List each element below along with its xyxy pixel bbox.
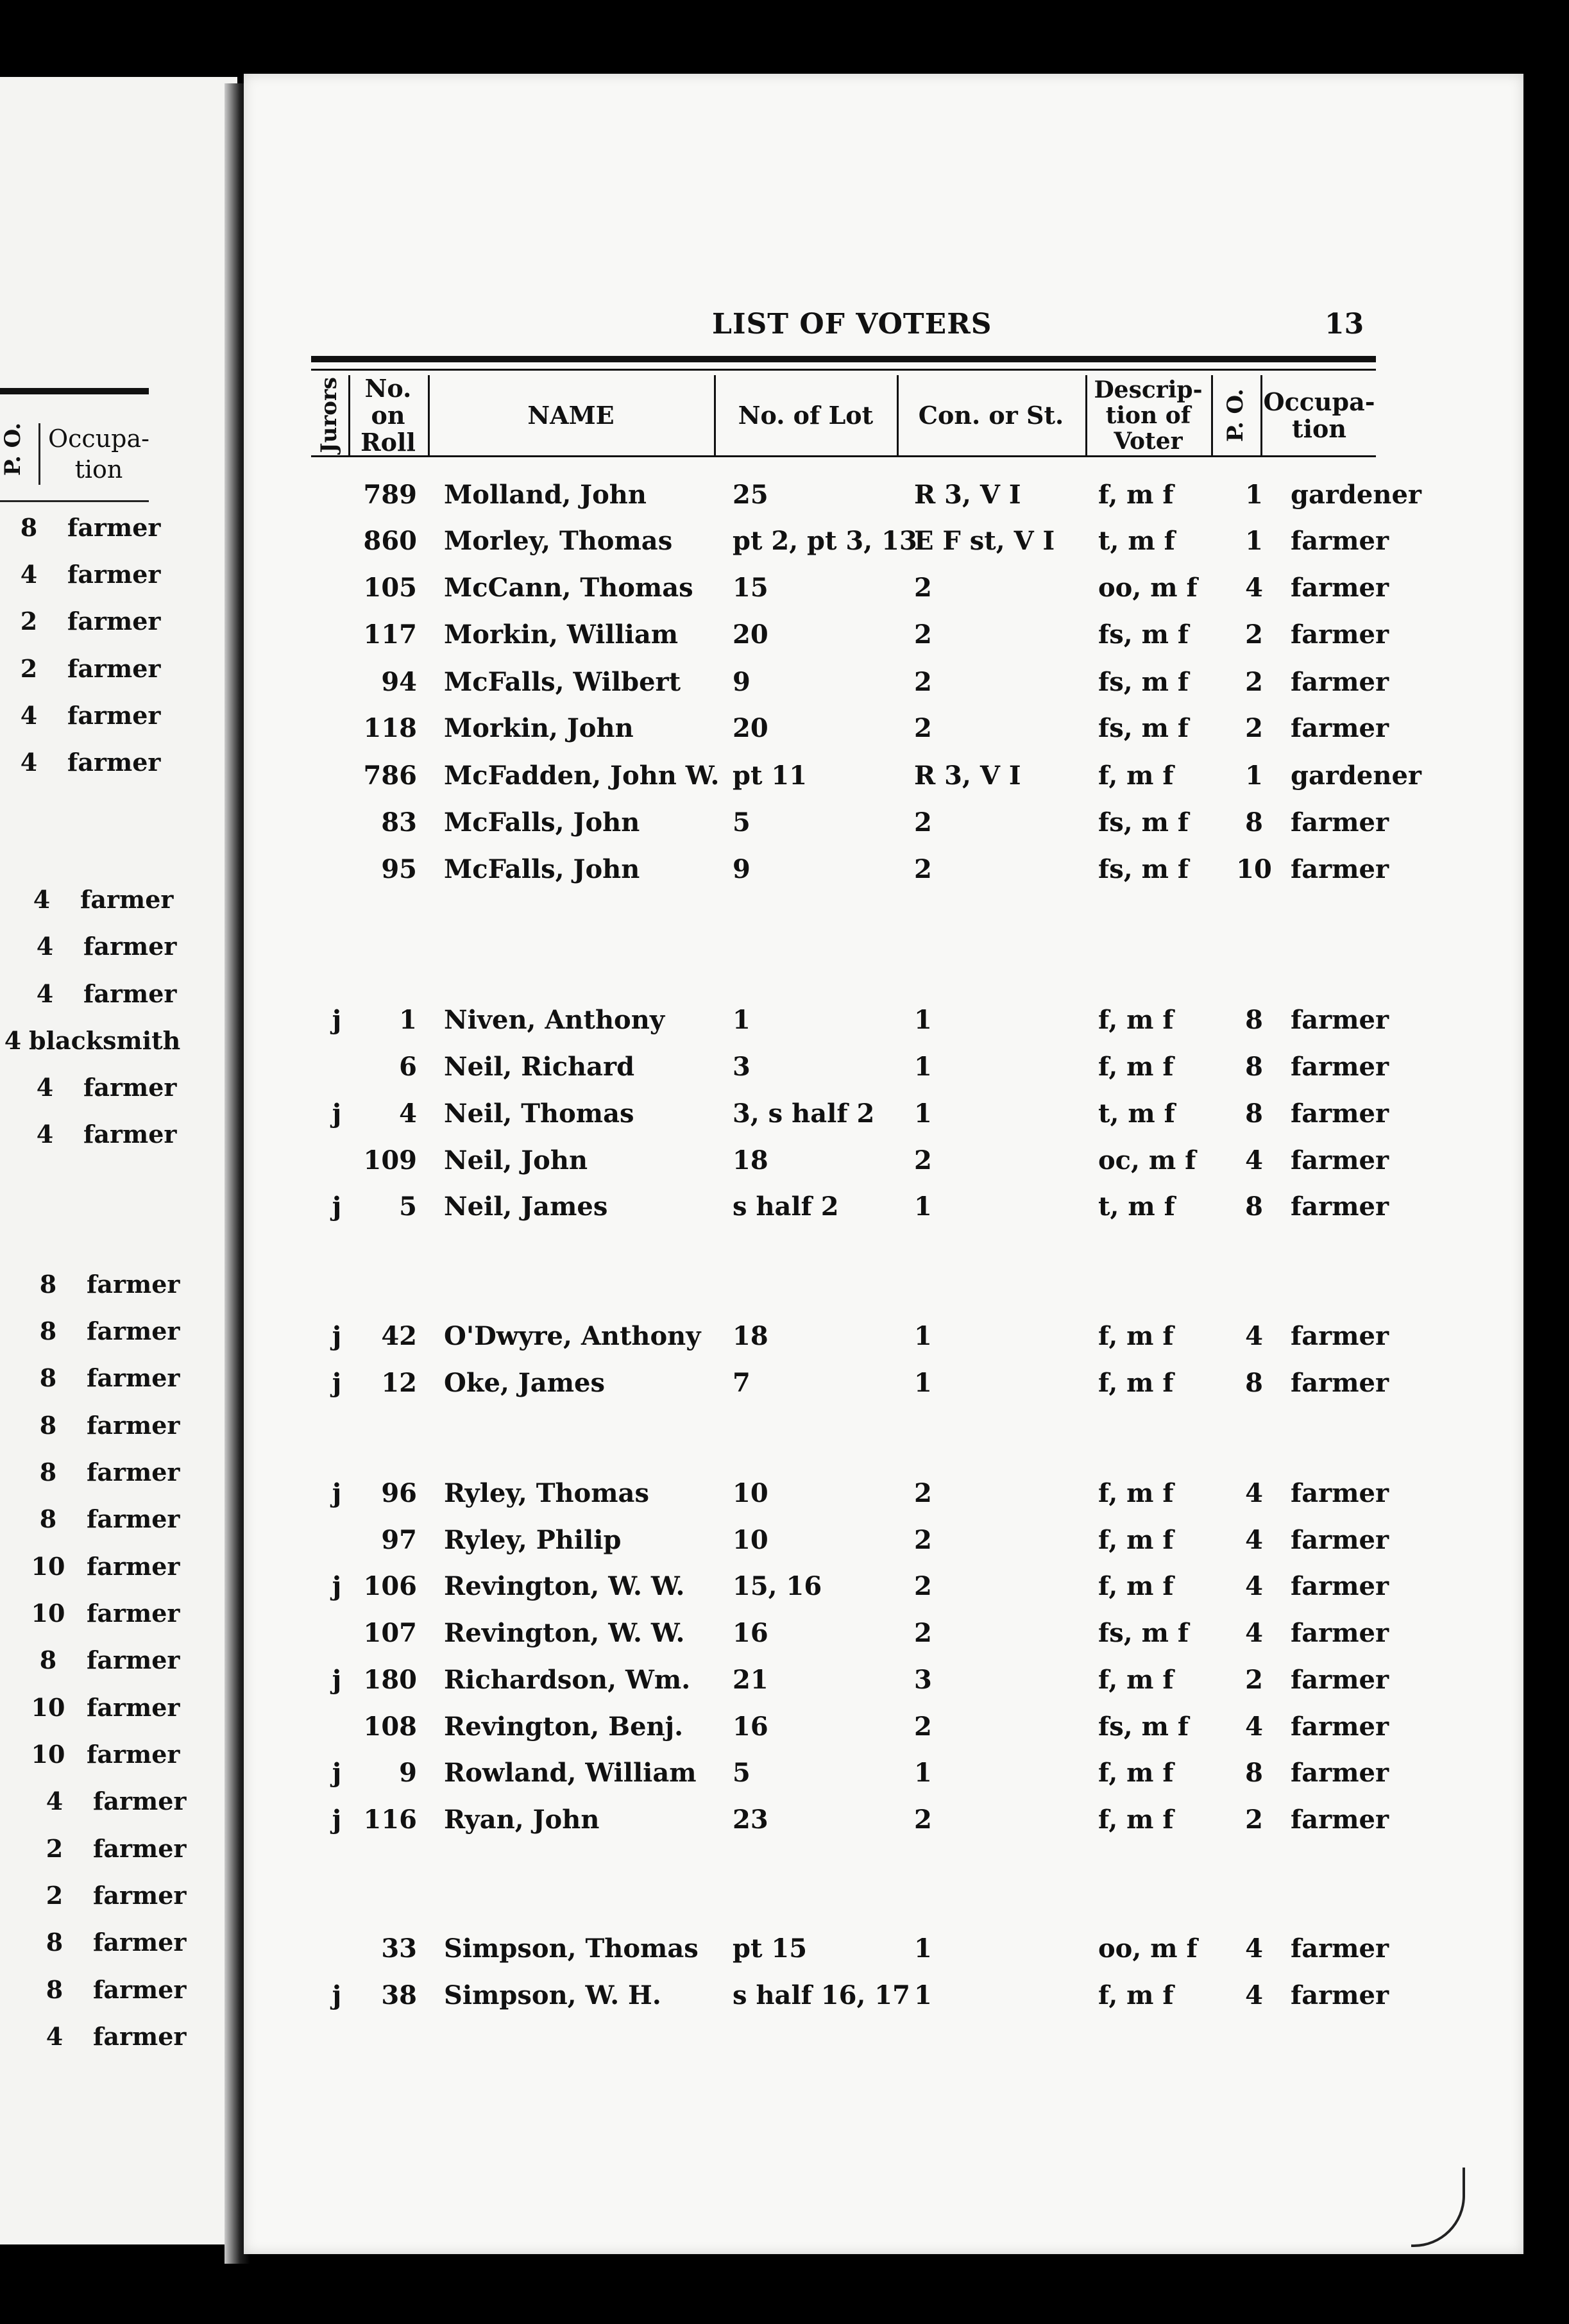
- occupation: farmer: [1291, 667, 1389, 697]
- left-page-occupation: farmer: [93, 1787, 187, 1815]
- left-page-row: [0, 1411, 218, 1449]
- lot-number: 7: [733, 1368, 751, 1398]
- left-page-post-office: 4: [36, 1073, 54, 1102]
- post-office: 4: [1245, 1980, 1263, 2010]
- roll-number: 786: [363, 761, 417, 791]
- left-page-occupation: farmer: [87, 1363, 180, 1392]
- concession: 1: [914, 1321, 932, 1351]
- left-page-post-office: 4: [36, 1120, 54, 1149]
- left-page-occupation: farmer: [67, 701, 161, 730]
- table-row: [0, 1478, 1569, 1523]
- voter-description: oc, m f: [1098, 1145, 1196, 1175]
- post-office: 4: [1245, 1478, 1263, 1508]
- occupation: farmer: [1291, 1191, 1389, 1222]
- voter-description: f, m f: [1098, 1805, 1174, 1835]
- juror-mark: j: [332, 1478, 342, 1508]
- concession: E F st, V I: [914, 526, 1055, 556]
- left-page-post-office: 8: [39, 1270, 57, 1299]
- voter-description: fs, m f: [1098, 713, 1189, 743]
- voter-name: Simpson, Thomas: [444, 1933, 699, 1964]
- occupation: farmer: [1291, 1571, 1389, 1601]
- table-row: [0, 1052, 1569, 1097]
- table-row: [0, 1758, 1569, 1803]
- voter-name: McFalls, Wilbert: [444, 667, 681, 697]
- voter-name: Morkin, John: [444, 713, 634, 743]
- juror-mark: j: [332, 1980, 342, 2010]
- post-office: 8: [1245, 1191, 1263, 1222]
- concession: R 3, V I: [914, 480, 1021, 510]
- roll-number: 1: [399, 1005, 417, 1035]
- voter-description: f, m f: [1098, 1368, 1174, 1398]
- left-page-occupation: farmer: [87, 1317, 180, 1345]
- occupation: farmer: [1291, 1052, 1389, 1082]
- voter-name: Revington, W. W.: [444, 1618, 685, 1648]
- lot-number: s half 2: [733, 1191, 839, 1222]
- concession: 1: [914, 1005, 932, 1035]
- occupation: farmer: [1291, 1478, 1389, 1508]
- voter-name: Richardson, Wm.: [444, 1665, 691, 1695]
- voter-description: f, m f: [1098, 761, 1174, 791]
- page-number: 13: [1325, 308, 1364, 341]
- concession: R 3, V I: [914, 761, 1021, 791]
- roll-number: 106: [363, 1571, 417, 1601]
- concession: 2: [914, 1571, 932, 1601]
- occupation: farmer: [1291, 1933, 1389, 1964]
- table-row: [0, 526, 1569, 571]
- left-page-occupation: farmer: [83, 979, 177, 1008]
- concession: 2: [914, 667, 932, 697]
- left-page-occupation: farmer: [93, 1881, 187, 1910]
- left-page-occupation: farmer: [67, 748, 161, 777]
- voter-description: f, m f: [1098, 1052, 1174, 1082]
- juror-mark: j: [332, 1571, 342, 1601]
- concession: 2: [914, 713, 932, 743]
- header-rule-bottom: [311, 455, 1376, 457]
- lot-number: 25: [733, 480, 768, 510]
- voter-description: t, m f: [1098, 526, 1175, 556]
- header-name: NAME: [527, 400, 615, 430]
- juror-mark: j: [332, 1805, 342, 1835]
- occupation: gardener: [1291, 761, 1421, 791]
- header-rule-thick: [311, 356, 1376, 362]
- left-page-occupation: farmer: [93, 1834, 187, 1863]
- lot-number: pt 15: [733, 1933, 808, 1964]
- left-page-post-office: 10: [31, 1740, 65, 1769]
- juror-mark: j: [332, 1005, 342, 1035]
- header-rule-thin: [311, 369, 1376, 371]
- table-row: [0, 1571, 1569, 1616]
- lot-number: 15, 16: [733, 1571, 822, 1601]
- post-office: 8: [1245, 1368, 1263, 1398]
- post-office: 2: [1245, 619, 1263, 650]
- roll-number: 117: [363, 619, 417, 650]
- juror-mark: j: [332, 1665, 342, 1695]
- roll-number: 83: [381, 807, 417, 838]
- table-row: [0, 1321, 1569, 1366]
- left-page-post-office: 10: [31, 1552, 65, 1581]
- lot-number: 15: [733, 573, 768, 603]
- lot-number: 9: [733, 854, 751, 884]
- header-lot: No. of Lot: [738, 400, 874, 430]
- post-office: 4: [1245, 1933, 1263, 1964]
- left-page-occupation: farmer: [83, 932, 177, 961]
- voter-name: Neil, Richard: [444, 1052, 635, 1082]
- left-page-row: [0, 1881, 218, 1919]
- roll-number: 107: [363, 1618, 417, 1648]
- roll-number: 33: [381, 1933, 417, 1964]
- concession: 2: [914, 1805, 932, 1835]
- left-page-occupation: farmer: [87, 1458, 180, 1486]
- left-page-post-office: 8: [39, 1458, 57, 1486]
- voter-name: Revington, Benj.: [444, 1712, 684, 1742]
- concession: 2: [914, 573, 932, 603]
- occupation: farmer: [1291, 526, 1389, 556]
- occupation: farmer: [1291, 573, 1389, 603]
- voter-name: McCann, Thomas: [444, 573, 693, 603]
- left-page-occupation: farmer: [67, 513, 161, 542]
- voter-description: fs, m f: [1098, 807, 1189, 838]
- left-page-post-office: 8: [20, 513, 38, 542]
- voter-description: fs, m f: [1098, 1712, 1189, 1742]
- left-page-occupation-header: Occupa- tion: [38, 423, 153, 485]
- roll-number: 118: [363, 713, 417, 743]
- left-page-post-office: 8: [39, 1411, 57, 1440]
- left-page-occupation: farmer: [93, 2022, 187, 2051]
- voter-description: fs, m f: [1098, 854, 1189, 884]
- voter-name: McFalls, John: [444, 854, 640, 884]
- post-office: 1: [1245, 480, 1263, 510]
- table-row: [0, 480, 1569, 525]
- header-occupation: Occupa- tion: [1263, 387, 1375, 443]
- lot-number: 3: [733, 1052, 751, 1082]
- lot-number: 5: [733, 1758, 751, 1788]
- juror-mark: j: [332, 1099, 342, 1129]
- lot-number: 1: [733, 1005, 751, 1035]
- voter-description: f, m f: [1098, 1525, 1174, 1555]
- concession: 1: [914, 1052, 932, 1082]
- voter-description: f, m f: [1098, 1005, 1174, 1035]
- table-row: [0, 1805, 1569, 1849]
- left-page-occupation: farmer: [67, 607, 161, 636]
- juror-mark: j: [332, 1368, 342, 1398]
- voter-name: Revington, W. W.: [444, 1571, 685, 1601]
- post-office: 8: [1245, 1052, 1263, 1082]
- concession: 2: [914, 1712, 932, 1742]
- voter-description: f, m f: [1098, 1980, 1174, 2010]
- left-page-post-office: 2: [20, 607, 38, 636]
- concession: 1: [914, 1099, 932, 1129]
- left-page-post-office: 4: [20, 560, 38, 589]
- left-page-occupation: farmer: [87, 1552, 180, 1581]
- occupation: farmer: [1291, 1099, 1389, 1129]
- voter-description: f, m f: [1098, 1665, 1174, 1695]
- roll-number: 42: [381, 1321, 417, 1351]
- left-page-post-office: 4: [36, 932, 54, 961]
- post-office: 2: [1245, 713, 1263, 743]
- post-office: 4: [1245, 1145, 1263, 1175]
- left-page-row: [0, 932, 218, 970]
- left-page-post-office: 4: [20, 701, 38, 730]
- post-office: 4: [1245, 1321, 1263, 1351]
- lot-number: 16: [733, 1712, 768, 1742]
- roll-number: 95: [381, 854, 417, 884]
- left-page-occupation: farmer: [93, 1928, 187, 1957]
- occupation: farmer: [1291, 1618, 1389, 1648]
- left-page-occupation: farmer: [87, 1411, 180, 1440]
- occupation: farmer: [1291, 713, 1389, 743]
- concession: 2: [914, 854, 932, 884]
- voter-name: McFalls, John: [444, 807, 640, 838]
- voter-name: Neil, James: [444, 1191, 608, 1222]
- left-page-post-office: 2: [46, 1881, 64, 1910]
- left-page-post-office: 4: [46, 1787, 64, 1815]
- lot-number: 20: [733, 713, 768, 743]
- occupation: farmer: [1291, 854, 1389, 884]
- lot-number: 5: [733, 807, 751, 838]
- lot-number: s half 16, 17: [733, 1980, 910, 2010]
- roll-number: 97: [381, 1525, 417, 1555]
- concession: 1: [914, 1980, 932, 2010]
- left-page-post-office: 10: [31, 1599, 65, 1628]
- left-page-occupation: farmer: [67, 560, 161, 589]
- left-page-post-office: 8: [39, 1646, 57, 1674]
- juror-mark: j: [332, 1758, 342, 1788]
- voter-name: Ryley, Philip: [444, 1525, 622, 1555]
- occupation: farmer: [1291, 1005, 1389, 1035]
- roll-number: 180: [363, 1665, 417, 1695]
- voter-description: f, m f: [1098, 1758, 1174, 1788]
- post-office: 2: [1245, 1805, 1263, 1835]
- header-description: Descrip- tion of Voter: [1094, 376, 1203, 455]
- lot-number: 9: [733, 667, 751, 697]
- voter-name: Morley, Thomas: [444, 526, 673, 556]
- voter-description: oo, m f: [1098, 1933, 1198, 1964]
- table-row: [0, 1712, 1569, 1756]
- table-row: [0, 1980, 1569, 2025]
- left-page-post-office: 4: [46, 2022, 64, 2051]
- post-office: 8: [1245, 1099, 1263, 1129]
- left-page-occupation: farmer: [87, 1270, 180, 1299]
- lot-number: 10: [733, 1478, 768, 1508]
- voter-name: Neil, Thomas: [444, 1099, 634, 1129]
- post-office: 1: [1245, 761, 1263, 791]
- occupation: farmer: [1291, 1321, 1389, 1351]
- left-page-occupation: farmer: [87, 1693, 180, 1722]
- juror-mark: j: [332, 1321, 342, 1351]
- voter-name: Oke, James: [444, 1368, 605, 1398]
- header-po: P. O.: [1223, 388, 1248, 442]
- left-page-occupation: farmer: [67, 654, 161, 683]
- left-page-post-office: 2: [20, 654, 38, 683]
- lot-number: pt 11: [733, 761, 808, 791]
- table-row: [0, 1005, 1569, 1050]
- concession: 1: [914, 1933, 932, 1964]
- left-page-row: [0, 2022, 218, 2060]
- voter-description: t, m f: [1098, 1191, 1175, 1222]
- left-page-post-office: 10: [31, 1693, 65, 1722]
- voter-description: oo, m f: [1098, 573, 1198, 603]
- concession: 1: [914, 1191, 932, 1222]
- lot-number: 3, s half 2: [733, 1099, 875, 1129]
- table-row: [0, 713, 1569, 758]
- voter-name: McFadden, John W.: [444, 761, 720, 791]
- concession: 1: [914, 1758, 932, 1788]
- roll-number: 12: [381, 1368, 417, 1398]
- left-page-occupation: farmer: [83, 1073, 177, 1102]
- voter-name: O'Dwyre, Anthony: [444, 1321, 701, 1351]
- left-page-occupation: farmer: [87, 1599, 180, 1628]
- left-page-post-office: 4: [33, 885, 51, 914]
- header-jurors: Jurors: [316, 377, 342, 453]
- roll-number: 109: [363, 1145, 417, 1175]
- lot-number: 18: [733, 1145, 768, 1175]
- voter-name: Rowland, William: [444, 1758, 697, 1788]
- roll-number: 94: [381, 667, 417, 697]
- roll-number: 116: [363, 1805, 417, 1835]
- voter-name: Ryan, John: [444, 1805, 600, 1835]
- left-page-row: [0, 1270, 218, 1308]
- occupation: farmer: [1291, 1980, 1389, 2010]
- left-page-po-header: P. O.: [0, 422, 26, 476]
- left-page-post-office: 4: [36, 979, 54, 1008]
- lot-number: 16: [733, 1618, 768, 1648]
- left-page-occupation: farmer: [87, 1740, 180, 1769]
- post-office: 8: [1245, 1005, 1263, 1035]
- voter-name: Molland, John: [444, 480, 647, 510]
- juror-mark: j: [332, 1191, 342, 1222]
- concession: 2: [914, 807, 932, 838]
- voter-description: f, m f: [1098, 1478, 1174, 1508]
- post-office: 4: [1245, 1525, 1263, 1555]
- concession: 2: [914, 1618, 932, 1648]
- voter-description: fs, m f: [1098, 1618, 1189, 1648]
- roll-number: 105: [363, 573, 417, 603]
- table-row: [0, 761, 1569, 805]
- lot-number: pt 2, pt 3, 13: [733, 526, 917, 556]
- occupation: farmer: [1291, 1368, 1389, 1398]
- post-office: 4: [1245, 1571, 1263, 1601]
- post-office: 4: [1245, 1618, 1263, 1648]
- post-office: 10: [1236, 854, 1272, 884]
- left-page-occupation: farmer: [87, 1504, 180, 1533]
- occupation: farmer: [1291, 1712, 1389, 1742]
- roll-number: 860: [363, 526, 417, 556]
- table-row: [0, 807, 1569, 852]
- voter-name: Simpson, W. H.: [444, 1980, 661, 2010]
- voter-name: Niven, Anthony: [444, 1005, 665, 1035]
- table-row: [0, 1368, 1569, 1413]
- voter-name: Ryley, Thomas: [444, 1478, 649, 1508]
- table-row: [0, 1618, 1569, 1663]
- occupation: farmer: [1291, 619, 1389, 650]
- concession: 2: [914, 1478, 932, 1508]
- lot-number: 18: [733, 1321, 768, 1351]
- occupation: farmer: [1291, 1758, 1389, 1788]
- left-page-post-office: 2: [46, 1834, 64, 1863]
- concession: 1: [914, 1368, 932, 1398]
- left-page-post-office: 8: [46, 1928, 64, 1957]
- table-row: [0, 573, 1569, 618]
- left-page-post-office: 4: [20, 748, 38, 777]
- left-page-post-office: 8: [39, 1317, 57, 1345]
- voter-name: Neil, John: [444, 1145, 588, 1175]
- left-page-post-office: 8: [46, 1975, 64, 2004]
- table-row: [0, 1933, 1569, 1978]
- table-row: [0, 1145, 1569, 1190]
- voter-description: fs, m f: [1098, 667, 1189, 697]
- post-office: 4: [1245, 573, 1263, 603]
- occupation: gardener: [1291, 480, 1421, 510]
- occupation: farmer: [1291, 1145, 1389, 1175]
- occupation: farmer: [1291, 1805, 1389, 1835]
- concession: 3: [914, 1665, 932, 1695]
- table-row: [0, 619, 1569, 664]
- voter-description: t, m f: [1098, 1099, 1175, 1129]
- post-office: 2: [1245, 667, 1263, 697]
- roll-number: 38: [381, 1980, 417, 2010]
- left-page-post-office: 8: [39, 1504, 57, 1533]
- voter-description: f, m f: [1098, 1321, 1174, 1351]
- post-office: 8: [1245, 807, 1263, 838]
- post-office: 4: [1245, 1712, 1263, 1742]
- voter-description: fs, m f: [1098, 619, 1189, 650]
- left-page-post-office: 8: [39, 1363, 57, 1392]
- left-page-occupation: farmer: [80, 885, 174, 914]
- lot-number: 23: [733, 1805, 768, 1835]
- table-row: [0, 1665, 1569, 1710]
- post-office: 2: [1245, 1665, 1263, 1695]
- table-row: [0, 1191, 1569, 1236]
- table-row: [0, 854, 1569, 899]
- voter-name: Morkin, William: [444, 619, 679, 650]
- concession: 2: [914, 1525, 932, 1555]
- roll-number: 789: [363, 480, 417, 510]
- occupation: farmer: [1291, 1525, 1389, 1555]
- roll-number: 96: [381, 1478, 417, 1508]
- table-row: [0, 1099, 1569, 1143]
- left-page-occupation: farmer: [83, 1120, 177, 1149]
- table-row: [0, 1525, 1569, 1570]
- left-page-occupation: farmer: [87, 1646, 180, 1674]
- lot-number: 10: [733, 1525, 768, 1555]
- left-page-occupation: farmer: [93, 1975, 187, 2004]
- occupation: farmer: [1291, 807, 1389, 838]
- voter-description: f, m f: [1098, 1571, 1174, 1601]
- roll-number: 4: [399, 1099, 417, 1129]
- lot-number: 21: [733, 1665, 768, 1695]
- left-page-post-office: 4: [4, 1026, 22, 1055]
- post-office: 8: [1245, 1758, 1263, 1788]
- header-no-on-roll: No. on Roll: [360, 373, 416, 457]
- voter-description: f, m f: [1098, 480, 1174, 510]
- roll-number: 6: [399, 1052, 417, 1082]
- header-con: Con. or St.: [918, 400, 1064, 430]
- roll-number: 108: [363, 1712, 417, 1742]
- roll-number: 9: [399, 1758, 417, 1788]
- lot-number: 20: [733, 619, 768, 650]
- left-page-occupation: blacksmith: [29, 1026, 181, 1055]
- concession: 2: [914, 619, 932, 650]
- page-title: LIST OF VOTERS: [712, 308, 992, 341]
- roll-number: 5: [399, 1191, 417, 1222]
- concession: 2: [914, 1145, 932, 1175]
- post-office: 1: [1245, 526, 1263, 556]
- table-row: [0, 667, 1569, 712]
- occupation: farmer: [1291, 1665, 1389, 1695]
